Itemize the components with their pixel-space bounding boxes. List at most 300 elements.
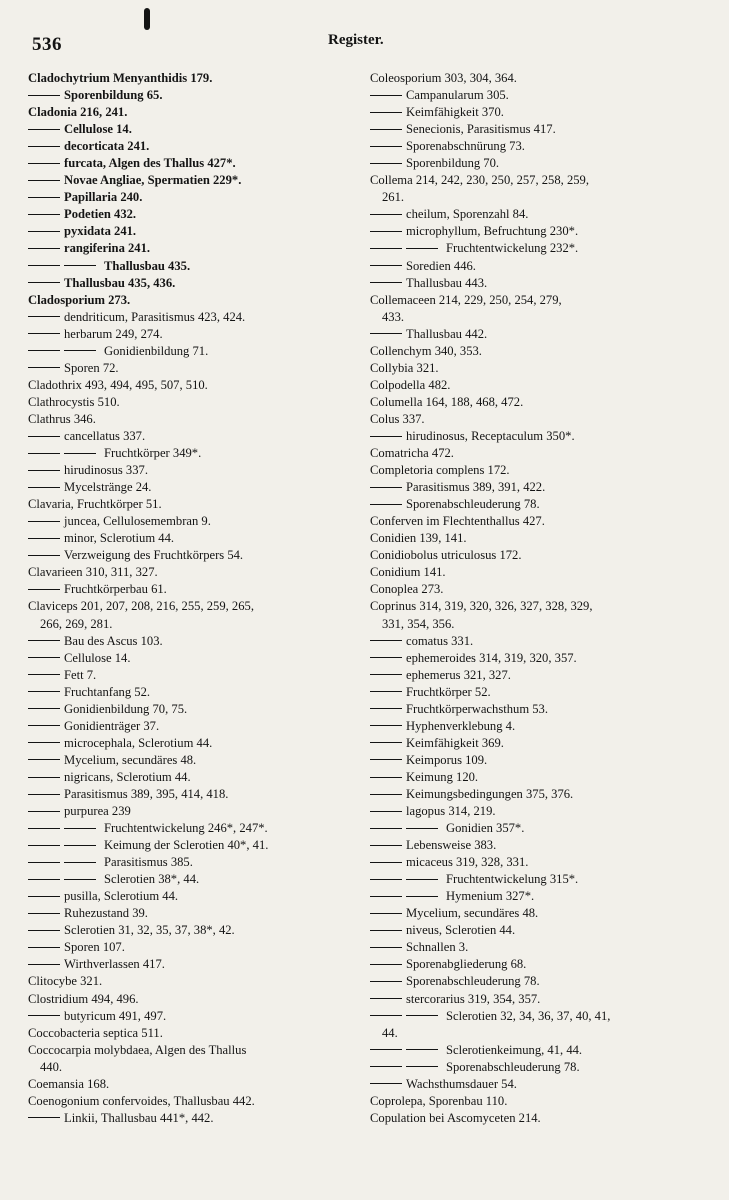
index-entry [370, 343, 710, 360]
repeat-dash [28, 879, 60, 880]
repeat-dash [28, 657, 60, 658]
index-entry [370, 581, 710, 598]
index-subentry [370, 1042, 710, 1059]
repeat-dash [28, 862, 60, 863]
index-subentry [28, 206, 358, 223]
index-subentry [28, 718, 358, 735]
entry-text: Sporenabgliederung 68. [406, 957, 527, 972]
index-entry [370, 445, 710, 462]
index-subentry [28, 326, 358, 343]
index-subentry [370, 803, 710, 820]
index-subentry [28, 121, 358, 138]
repeat-dash [370, 248, 402, 249]
index-subentry [370, 206, 710, 223]
entry-text: cheilum, Sporenzahl 84. [406, 207, 529, 222]
entry-text: Soredien 446. [406, 258, 476, 273]
entry-text: Coccocarpia molybdaea, Algen des Thallus [28, 1042, 247, 1057]
repeat-dash [370, 1015, 402, 1016]
entry-text: Clathrocystis 510. [28, 394, 120, 409]
entry-text: Coccobacteria septica 511. [28, 1025, 163, 1040]
index-subentry [370, 326, 710, 343]
repeat-dash [370, 862, 402, 863]
entry-text: Clostridium 494, 496. [28, 991, 139, 1006]
repeat-dash [28, 231, 60, 232]
repeat-dash [370, 265, 402, 266]
index-subentry [28, 138, 358, 155]
index-subentry [370, 905, 710, 922]
index-entry [28, 496, 358, 513]
entry-text: cancellatus 337. [64, 428, 146, 443]
index-subentry [370, 871, 710, 888]
repeat-dash [28, 265, 60, 266]
index-subentry [28, 650, 358, 667]
index-entry [28, 70, 358, 87]
repeat-dash [64, 879, 96, 880]
repeat-dash [64, 265, 96, 266]
index-entry [370, 1093, 710, 1110]
entry-text: Clathrus 346. [28, 411, 96, 426]
entry-text: Mycelium, secundäres 48. [406, 906, 539, 921]
repeat-dash [28, 759, 60, 760]
repeat-dash [28, 1015, 60, 1016]
entry-text: Linkii, Thallusbau 441*, 442. [64, 1110, 214, 1125]
index-subentry [28, 275, 358, 292]
repeat-dash [28, 947, 60, 948]
entry-text: Keimfähigkeit 369. [406, 735, 504, 750]
entry-text: Clitocybe 321. [28, 974, 103, 989]
repeat-dash [370, 504, 402, 505]
entry-text: Parasitismus 389, 395, 414, 418. [64, 786, 229, 801]
repeat-dash [28, 248, 60, 249]
repeat-dash [28, 470, 60, 471]
entry-text: Conidien 139, 141. [370, 531, 467, 546]
index-subentry [28, 769, 358, 786]
index-subentry [28, 854, 358, 871]
repeat-dash [28, 350, 60, 351]
repeat-dash [370, 163, 402, 164]
entry-text: Keimung 120. [406, 769, 479, 784]
index-entry [28, 292, 358, 309]
index-subentry [28, 155, 358, 172]
index-subentry [370, 854, 710, 871]
entry-text: 44. [382, 1025, 398, 1040]
index-subentry [370, 837, 710, 854]
index-entry [28, 1076, 358, 1093]
repeat-dash [370, 487, 402, 488]
repeat-dash [28, 555, 60, 556]
repeat-dash [370, 930, 402, 931]
entry-text: Colpodella 482. [370, 377, 451, 392]
index-subentry [370, 240, 710, 257]
entry-text: 440. [40, 1059, 63, 1074]
repeat-dash [370, 95, 402, 96]
repeat-dash [28, 180, 60, 181]
entry-text: nigricans, Sclerotium 44. [64, 769, 191, 784]
repeat-dash [370, 657, 402, 658]
entry-text: Collema 214, 242, 230, 250, 257, 258, 259, [370, 173, 589, 188]
repeat-dash [28, 453, 60, 454]
index-subentry [370, 87, 710, 104]
index-entry [28, 564, 358, 581]
index-entry-continuation [370, 309, 710, 326]
index-subentry [370, 223, 710, 240]
index-entry [28, 394, 358, 411]
index-entry [28, 377, 358, 394]
index-subentry [28, 837, 358, 854]
entry-text: Bau des Ascus 103. [64, 633, 163, 648]
ink-blot-mark [144, 8, 150, 30]
repeat-dash [406, 828, 438, 829]
entry-text: Thallusbau 435. [104, 258, 191, 273]
repeat-dash [28, 896, 60, 897]
entry-text: Sporenabschleuderung 78. [446, 1059, 580, 1074]
entry-text: Conidium 141. [370, 565, 446, 580]
repeat-dash [370, 794, 402, 795]
entry-text: Podetien 432. [64, 207, 137, 222]
repeat-dash [370, 845, 402, 846]
repeat-dash [370, 708, 402, 709]
entry-text: Senecionis, Parasitismus 417. [406, 122, 556, 137]
index-entry [370, 530, 710, 547]
entry-text: Sporenabschleuderung 78. [406, 497, 540, 512]
index-entry [370, 360, 710, 377]
repeat-dash [370, 231, 402, 232]
entry-text: Colus 337. [370, 411, 425, 426]
repeat-dash [370, 777, 402, 778]
entry-text: Cladochytrium Menyanthidis 179. [28, 71, 213, 85]
entry-text: Clavaria, Fruchtkörper 51. [28, 497, 162, 512]
index-subentry [370, 922, 710, 939]
entry-text: Clavarieen 310, 311, 327. [28, 565, 158, 580]
index-subentry [370, 496, 710, 513]
entry-text: rangiferina 241. [64, 241, 151, 256]
repeat-dash [28, 589, 60, 590]
entry-text: microphyllum, Befruchtung 230*. [406, 224, 579, 239]
repeat-dash [28, 487, 60, 488]
index-entry [28, 598, 358, 615]
entry-text: Cladosporium 273. [28, 292, 131, 307]
repeat-dash [406, 1066, 438, 1067]
entry-text: Fruchtentwickelung 315*. [446, 872, 579, 887]
index-subentry [28, 871, 358, 888]
repeat-dash [64, 453, 96, 454]
entry-text: Coenogonium confervoides, Thallusbau 442. [28, 1093, 255, 1108]
index-subentry [370, 973, 710, 990]
entry-text: Coprolepa, Sporenbau 110. [370, 1093, 508, 1108]
repeat-dash [370, 998, 402, 999]
index-subentry [370, 991, 710, 1008]
repeat-dash [28, 742, 60, 743]
repeat-dash [406, 879, 438, 880]
entry-text: Fruchtentwickelung 246*, 247*. [104, 821, 268, 836]
repeat-dash [28, 538, 60, 539]
index-entry [28, 1042, 358, 1059]
entry-text: Fruchtkörper 349*. [104, 446, 202, 461]
index-subentry [28, 240, 358, 257]
repeat-dash [370, 214, 402, 215]
repeat-dash [370, 759, 402, 760]
entry-text: Thallusbau 443. [406, 275, 488, 290]
index-subentry [28, 479, 358, 496]
index-subentry [370, 684, 710, 701]
entry-text: Conidiobolus utriculosus 172. [370, 548, 522, 563]
running-head: Register. [328, 32, 384, 48]
entry-text: Collybia 321. [370, 360, 439, 375]
entry-text: Gonidienträger 37. [64, 718, 160, 733]
repeat-dash [370, 828, 402, 829]
entry-text: pyxidata 241. [64, 224, 137, 239]
repeat-dash [28, 674, 60, 675]
repeat-dash [370, 725, 402, 726]
repeat-dash [406, 248, 438, 249]
index-entry [28, 973, 358, 990]
index-subentry [28, 820, 358, 837]
repeat-dash [370, 129, 402, 130]
entry-text: Fruchtkörper 52. [406, 684, 491, 699]
index-subentry [370, 633, 710, 650]
repeat-dash [370, 282, 402, 283]
entry-text: Coprinus 314, 319, 320, 326, 327, 328, 329, [370, 599, 593, 614]
repeat-dash [28, 129, 60, 130]
entry-text: Cellulose 14. [64, 650, 131, 665]
index-entry [370, 377, 710, 394]
repeat-dash [370, 333, 402, 334]
entry-text: Sporenbildung 70. [406, 156, 500, 171]
index-subentry [28, 172, 358, 189]
entry-text: niveus, Sclerotien 44. [406, 923, 516, 938]
entry-text: Sclerotienkeimung, 41, 44. [446, 1042, 583, 1057]
index-entry [28, 1093, 358, 1110]
repeat-dash [28, 811, 60, 812]
entry-text: stercorarius 319, 354, 357. [406, 991, 541, 1006]
repeat-dash [28, 163, 60, 164]
entry-text: Fruchtentwickelung 232*. [446, 241, 579, 256]
entry-text: decorticata 241. [64, 139, 150, 154]
entry-text: Fruchtkörperwachsthum 53. [406, 701, 548, 716]
repeat-dash [28, 333, 60, 334]
entry-text: Parasitismus 385. [104, 855, 193, 870]
index-subentry [28, 530, 358, 547]
index-subentry [370, 1076, 710, 1093]
entry-text: Sporenabschnürung 73. [406, 139, 525, 154]
index-subentry [370, 667, 710, 684]
repeat-dash [28, 521, 60, 522]
repeat-dash [28, 1117, 60, 1118]
index-column-left [28, 70, 358, 1127]
entry-text: Thallusbau 442. [406, 326, 488, 341]
repeat-dash [64, 862, 96, 863]
index-entry-continuation [370, 616, 710, 633]
index-subentry [370, 275, 710, 292]
entry-text: pusilla, Sclerotium 44. [64, 889, 179, 904]
index-entry-continuation [370, 1025, 710, 1042]
entry-text: Sclerotien 32, 34, 36, 37, 40, 41, [446, 1008, 611, 1023]
entry-text: Fruchtkörperbau 61. [64, 582, 167, 597]
entry-text: ephemeroides 314, 319, 320, 357. [406, 650, 577, 665]
repeat-dash [64, 828, 96, 829]
repeat-dash [28, 640, 60, 641]
index-subentry [28, 223, 358, 240]
index-subentry [28, 428, 358, 445]
entry-text: Verzweigung des Fruchtkörpers 54. [64, 548, 244, 563]
entry-text: herbarum 249, 274. [64, 326, 163, 341]
repeat-dash [28, 282, 60, 283]
entry-text: Parasitismus 389, 391, 422. [406, 480, 546, 495]
index-entry [370, 513, 710, 530]
entry-text: Conferven im Flechtenthallus 427. [370, 514, 545, 529]
repeat-dash [370, 691, 402, 692]
entry-text: Collenchym 340, 353. [370, 343, 482, 358]
entry-text: hirudinosus, Receptaculum 350*. [406, 428, 575, 443]
entry-text: Wachsthumsdauer 54. [406, 1076, 517, 1091]
repeat-dash [64, 845, 96, 846]
entry-text: Keimungsbedingungen 375, 376. [406, 786, 574, 801]
entry-text: Gonidienbildung 70, 75. [64, 701, 188, 716]
repeat-dash [370, 112, 402, 113]
entry-text: Wirthverlassen 417. [64, 957, 165, 972]
repeat-dash [406, 1015, 438, 1016]
entry-text: 266, 269, 281. [40, 616, 113, 631]
index-entry [28, 991, 358, 1008]
index-subentry [370, 1008, 710, 1025]
index-entry-continuation [370, 189, 710, 206]
index-entry [370, 70, 710, 87]
index-subentry [28, 922, 358, 939]
entry-text: Claviceps 201, 207, 208, 216, 255, 259, 265, [28, 599, 254, 614]
repeat-dash [370, 1083, 402, 1084]
entry-text: Columella 164, 188, 468, 472. [370, 394, 524, 409]
index-subentry [370, 428, 710, 445]
index-subentry [28, 1008, 358, 1025]
repeat-dash [28, 214, 60, 215]
entry-text: ephemerus 321, 327. [406, 667, 511, 682]
index-subentry [370, 769, 710, 786]
entry-text: Fruchtanfang 52. [64, 684, 151, 699]
entry-text: Sporenabschleuderung 78. [406, 974, 540, 989]
repeat-dash [28, 708, 60, 709]
entry-text: butyricum 491, 497. [64, 1008, 167, 1023]
repeat-dash [370, 913, 402, 914]
repeat-dash [370, 947, 402, 948]
entry-text: Keimung der Sclerotien 40*, 41. [104, 838, 269, 853]
entry-text: Coemansia 168. [28, 1076, 110, 1091]
index-subentry [370, 650, 710, 667]
index-subentry [28, 581, 358, 598]
repeat-dash [28, 691, 60, 692]
index-subentry [28, 956, 358, 973]
index-subentry [370, 956, 710, 973]
repeat-dash [370, 981, 402, 982]
entry-text: Ruhezustand 39. [64, 906, 148, 921]
index-subentry [370, 735, 710, 752]
entry-text: Cladonia 216, 241. [28, 105, 128, 120]
index-entry [370, 598, 710, 615]
index-subentry [28, 547, 358, 564]
entry-text: Mycelstränge 24. [64, 480, 152, 495]
index-subentry [370, 1059, 710, 1076]
index-subentry [370, 104, 710, 121]
index-subentry [28, 735, 358, 752]
index-subentry [28, 888, 358, 905]
index-subentry [28, 87, 358, 104]
index-subentry [28, 189, 358, 206]
index-subentry [28, 445, 358, 462]
entry-text: juncea, Cellulosemembran 9. [64, 514, 211, 529]
entry-text: lagopus 314, 219. [406, 804, 496, 819]
repeat-dash [370, 146, 402, 147]
index-subentry [28, 633, 358, 650]
index-subentry [370, 479, 710, 496]
index-entry [28, 411, 358, 428]
entry-text: Lebensweise 383. [406, 838, 497, 853]
index-subentry [28, 462, 358, 479]
index-subentry [28, 258, 358, 275]
index-subentry [28, 309, 358, 326]
entry-text: 261. [382, 190, 405, 205]
index-subentry [28, 803, 358, 820]
index-entry [370, 292, 710, 309]
entry-text: Campanularum 305. [406, 88, 509, 103]
page-number: 536 [32, 34, 62, 55]
entry-text: comatus 331. [406, 633, 474, 648]
index-entry [370, 564, 710, 581]
repeat-dash [28, 828, 60, 829]
index-subentry [28, 343, 358, 360]
entry-text: Schnallen 3. [406, 940, 469, 955]
repeat-dash [370, 674, 402, 675]
index-subentry [28, 905, 358, 922]
index-entry-continuation [28, 616, 358, 633]
entry-text: hirudinosus 337. [64, 463, 148, 478]
entry-text: Hyphenverklebung 4. [406, 718, 516, 733]
index-column-right [370, 70, 710, 1127]
entry-text: microcephala, Sclerotium 44. [64, 735, 213, 750]
entry-text: Sclerotien 38*, 44. [104, 872, 200, 887]
index-subentry [28, 360, 358, 377]
repeat-dash [28, 725, 60, 726]
entry-text: Completoria complens 172. [370, 463, 510, 478]
entry-text: Novae Angliae, Spermatien 229*. [64, 173, 242, 188]
repeat-dash [28, 964, 60, 965]
index-subentry [370, 138, 710, 155]
repeat-dash [28, 95, 60, 96]
entry-text: micaceus 319, 328, 331. [406, 855, 529, 870]
repeat-dash [370, 1049, 402, 1050]
entry-text: minor, Sclerotium 44. [64, 531, 175, 546]
repeat-dash [370, 811, 402, 812]
index-subentry [370, 752, 710, 769]
repeat-dash [406, 896, 438, 897]
index-subentry [370, 888, 710, 905]
entry-text: Hymenium 327*. [446, 889, 535, 904]
repeat-dash [28, 436, 60, 437]
entry-text: Keimfähigkeit 370. [406, 105, 504, 120]
entry-text: Mycelium, secundäres 48. [64, 752, 197, 767]
index-subentry [370, 701, 710, 718]
entry-text: Keimporus 109. [406, 752, 488, 767]
entry-text: Sporen 107. [64, 940, 125, 955]
repeat-dash [370, 640, 402, 641]
repeat-dash [28, 930, 60, 931]
repeat-dash [370, 964, 402, 965]
repeat-dash [28, 913, 60, 914]
entry-text: Coleosporium 303, 304, 364. [370, 71, 517, 85]
repeat-dash [370, 1066, 402, 1067]
entry-text: Thallusbau 435, 436. [64, 275, 176, 290]
entry-text: furcata, Algen des Thallus 427*. [64, 156, 236, 171]
index-entry [370, 547, 710, 564]
entry-text: 433. [382, 309, 405, 324]
